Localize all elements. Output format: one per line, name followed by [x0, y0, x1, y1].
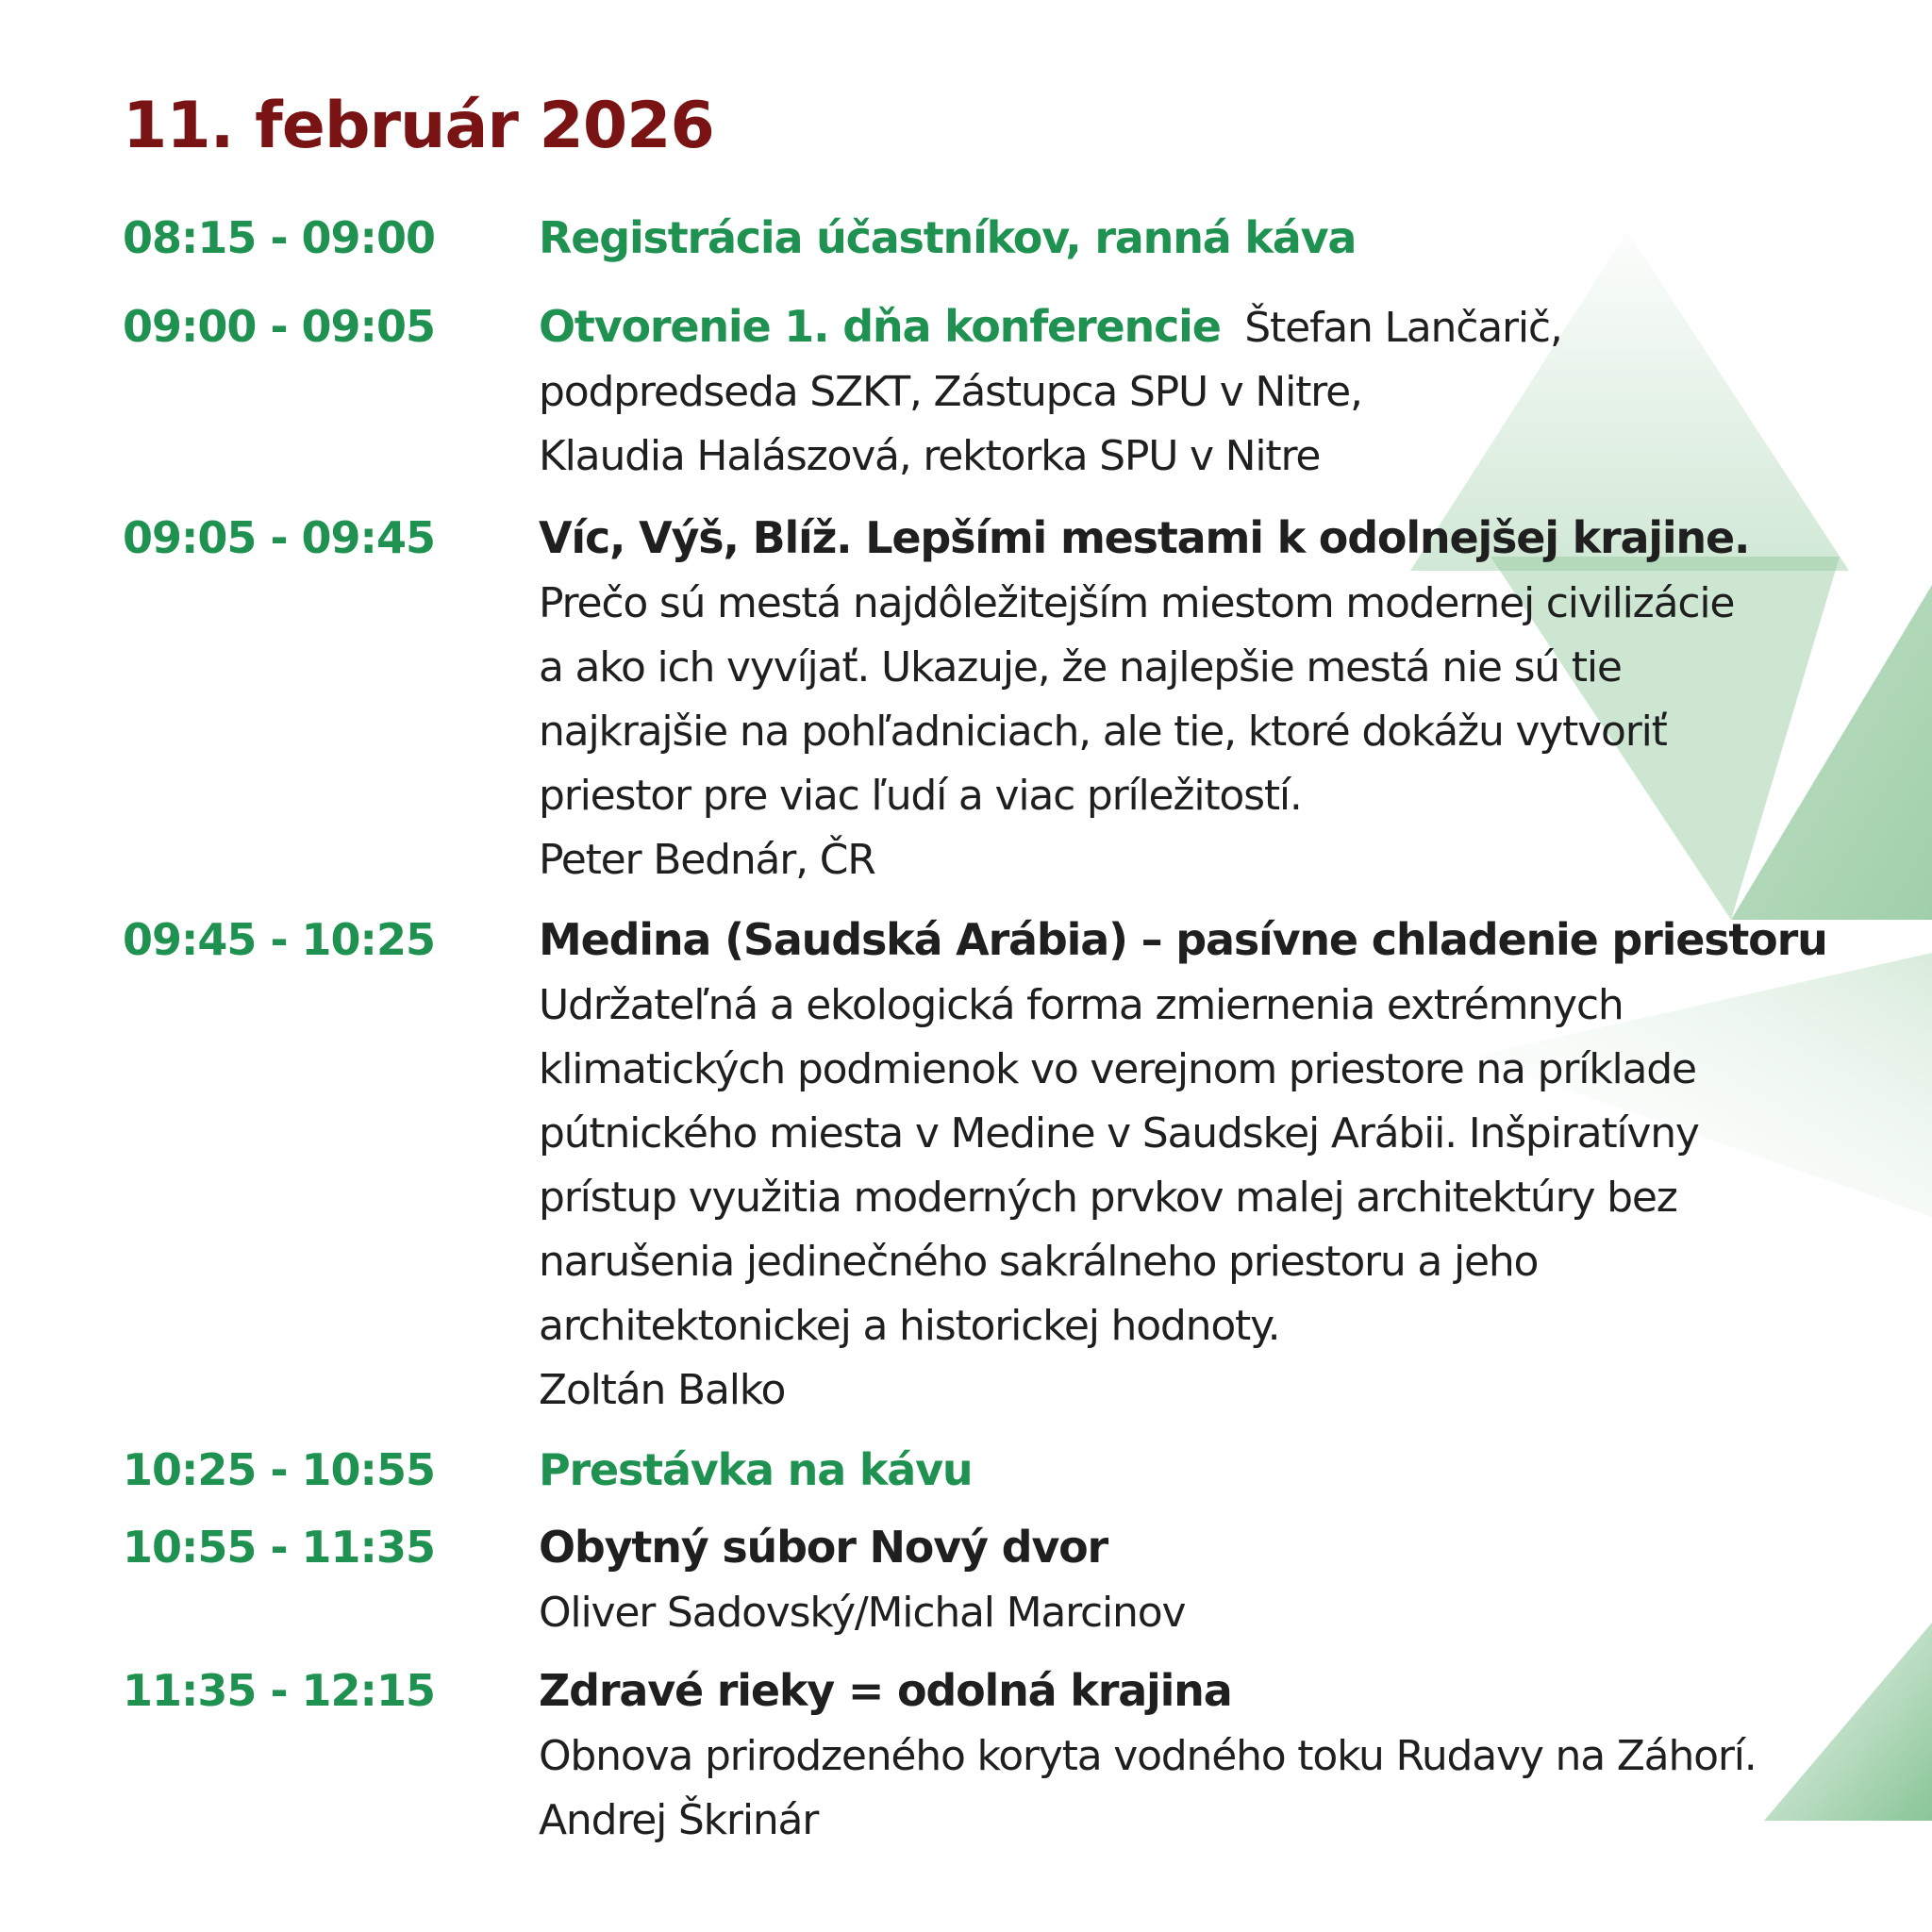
- session-details: [539, 908, 1896, 1423]
- description-line: klimatických podmienok vo verejnom priestore na príklade: [539, 1045, 1696, 1093]
- description-line: a ako ich vyvíjať. Ukazuje, že najlepšie mestá nie sú tie: [539, 643, 1622, 691]
- time-slot: 08:15 - 09:00: [123, 212, 435, 263]
- description-line: Udržateľná a ekologická forma zmiernenia extrémnych: [539, 981, 1624, 1029]
- time-slot: 11:35 - 12:15: [123, 1665, 435, 1716]
- schedule-item: [123, 506, 1896, 892]
- session-title: Víc, Výš, Blíž. Lepšími mestami k odolnejšej krajine.: [539, 512, 1750, 563]
- time-slot: 10:55 - 11:35: [123, 1522, 435, 1573]
- session-title: Obytný súbor Nový dvor: [539, 1522, 1108, 1573]
- session-details: [539, 1515, 1896, 1645]
- schedule-item: [123, 1658, 1896, 1853]
- description-line: prístup využitia moderných prvkov malej architektúry bez: [539, 1174, 1677, 1222]
- speaker-name: Peter Bednár, ČR: [539, 836, 875, 884]
- schedule-item: [123, 206, 1896, 272]
- session-details: [539, 1438, 1896, 1504]
- description-line: architektonickej a historickej hodnoty.: [539, 1302, 1280, 1350]
- description-line: pútnického miesta v Medine v Saudskej Arábii. Inšpiratívny: [539, 1109, 1699, 1158]
- schedule-item: [123, 1515, 1896, 1645]
- time-slot: 09:45 - 10:25: [123, 914, 435, 965]
- session-details: [539, 206, 1896, 272]
- speaker-name: Zoltán Balko: [539, 1366, 786, 1414]
- schedule-item: [123, 908, 1896, 1423]
- description-line: Obnova prirodzeného koryta vodného toku Rudavy na Záhorí.: [539, 1732, 1757, 1780]
- description-line: priestor pre viac ľudí a viac príležitostí.: [539, 772, 1302, 820]
- speaker-name: Andrej Škrinár: [539, 1796, 819, 1844]
- speaker-name: Oliver Sadovský/Michal Marcinov: [539, 1589, 1186, 1637]
- session-title: Zdravé rieky = odolná krajina: [539, 1665, 1232, 1716]
- schedule-list: [123, 206, 1896, 1853]
- time-slot: 09:05 - 09:45: [123, 512, 435, 563]
- speaker-line: Štefan Lančarič,: [1244, 304, 1562, 352]
- session-title: Registrácia účastníkov, ranná káva: [539, 212, 1357, 263]
- speaker-line: Klaudia Halászová, rektorka SPU v Nitre: [539, 432, 1321, 480]
- description-line: narušenia jedinečného sakrálneho priestoru a jeho: [539, 1238, 1539, 1286]
- schedule-item: [123, 1438, 1896, 1504]
- session-details: [539, 506, 1896, 892]
- session-details: [539, 294, 1896, 489]
- speaker-line: podpredseda SZKT, Zástupca SPU v Nitre,: [539, 368, 1362, 416]
- description-line: najkrajšie na pohľadniciach, ale tie, ktoré dokážu vytvoriť: [539, 708, 1667, 756]
- time-slot: 10:25 - 10:55: [123, 1444, 435, 1495]
- description-line: Prečo sú mestá najdôležitejším miestom modernej civilizácie: [539, 579, 1735, 627]
- date-heading: 11. február 2026: [123, 89, 714, 163]
- session-title: Otvorenie 1. dňa konferencie: [539, 301, 1221, 352]
- session-title: Prestávka na kávu: [539, 1444, 973, 1495]
- schedule-item: [123, 294, 1896, 489]
- program-content: [123, 81, 1896, 1853]
- session-title: Medina (Saudská Arábia) – pasívne chladenie priestoru: [539, 914, 1827, 965]
- time-slot: 09:00 - 09:05: [123, 301, 435, 352]
- session-details: [539, 1658, 1896, 1853]
